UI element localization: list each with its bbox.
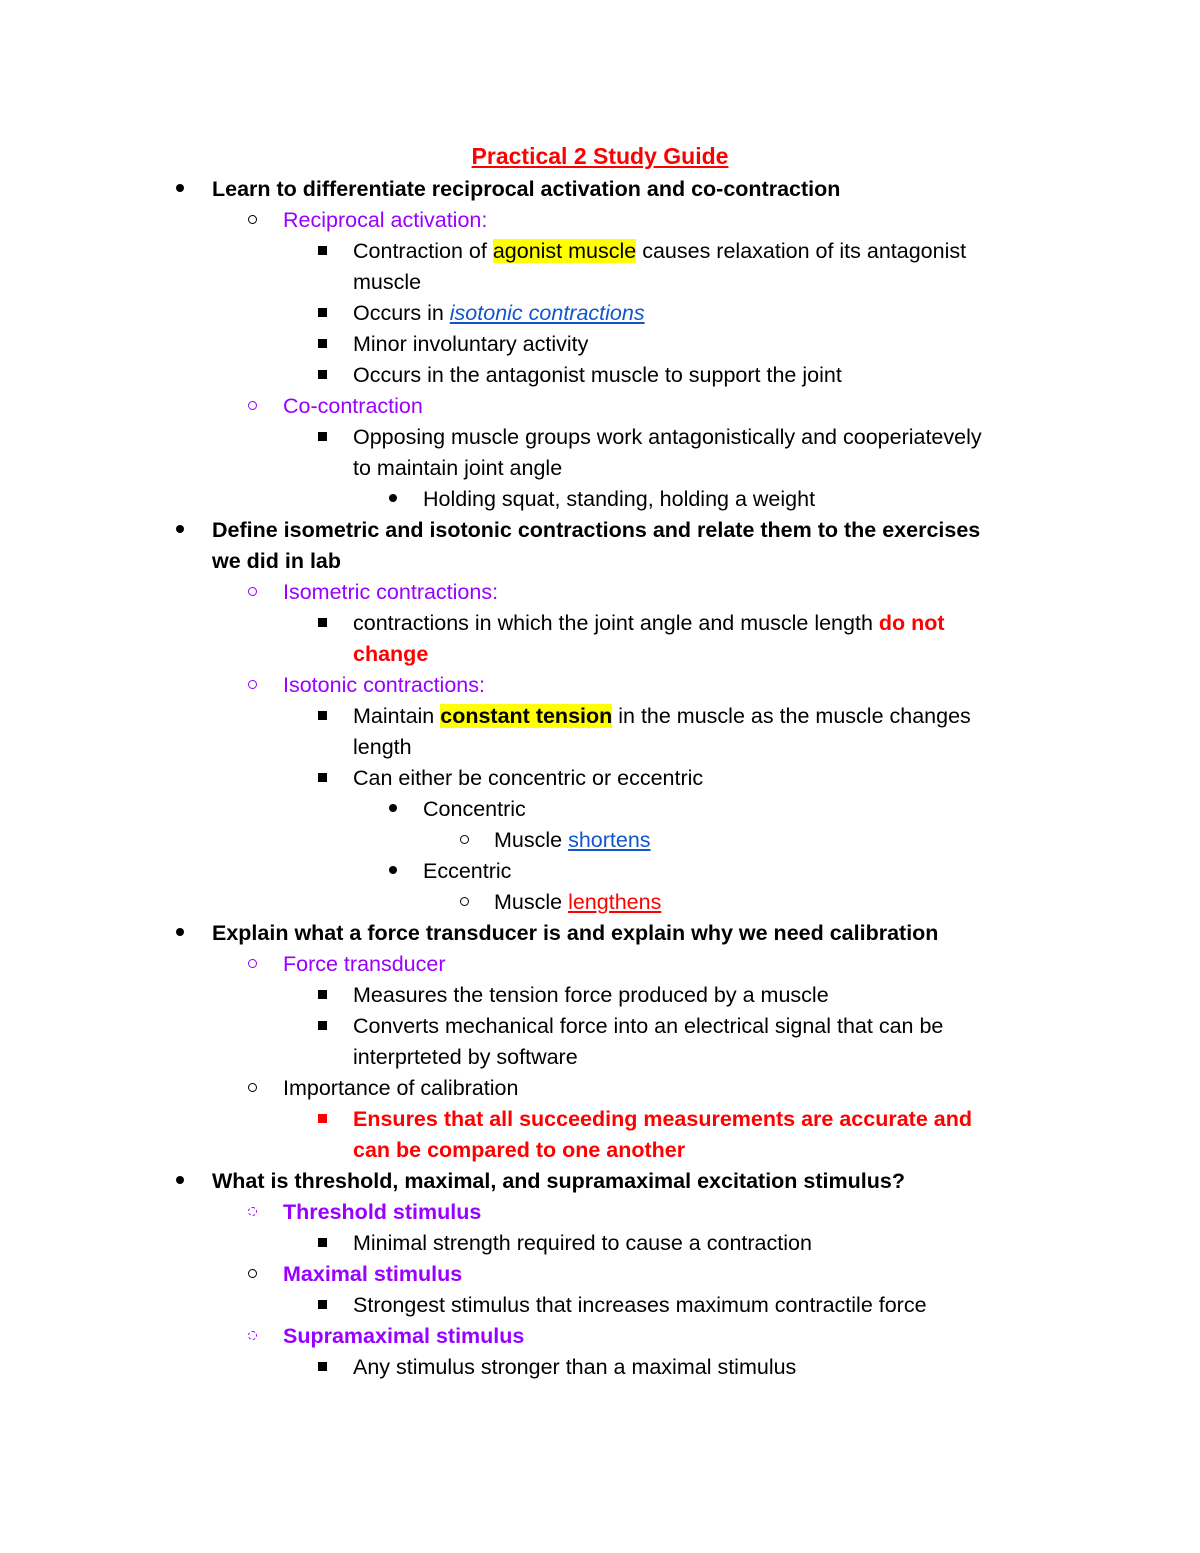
bullet-square-icon <box>318 329 327 360</box>
subheading-threshold: Threshold stimulus <box>283 1200 482 1224</box>
bullet-square-icon <box>318 980 327 1011</box>
bullet-square-icon <box>318 701 327 732</box>
bullet-square-icon <box>318 1228 327 1259</box>
list-item: Occurs in isotonic contractions <box>353 301 645 325</box>
bullet-ring-icon <box>248 949 257 980</box>
bullet-ring-icon <box>248 1073 257 1104</box>
list-item: Minimal strength required to cause a contraction <box>353 1231 812 1255</box>
list-item: Minor involuntary activity <box>353 332 589 356</box>
bullet-dot-icon <box>389 794 397 825</box>
document-title: Practical 2 Study Guide <box>471 143 729 169</box>
list-item: Muscle shortens <box>494 828 651 852</box>
list-item: Occurs in the antagonist muscle to support the joint <box>353 363 842 387</box>
list-item: contractions in which the joint angle and muscle length do not <box>353 611 945 635</box>
bullet-square-icon <box>318 763 327 794</box>
list-item-continuation: to maintain joint angle <box>353 456 563 480</box>
list-item: Strongest stimulus that increases maximum contractile force <box>353 1293 927 1317</box>
section-heading: What is threshold, maximal, and supramaximal excitation stimulus? <box>212 1169 905 1193</box>
isotonic-contractions-link[interactable]: isotonic contractions <box>449 301 645 325</box>
section-heading: Learn to differentiate reciprocal activation and co-contraction <box>212 177 841 201</box>
list-item: Eccentric <box>423 859 512 883</box>
subheading-isotonic: Isotonic contractions: <box>283 673 485 697</box>
bullet-dot-icon <box>176 515 184 546</box>
emphasis-text: Ensures that all succeeding measurements are accurate and <box>353 1107 972 1131</box>
highlighted-text: agonist muscle <box>492 239 637 263</box>
subheading-supramaximal: Supramaximal stimulus <box>283 1324 525 1348</box>
list-item: Maintain constant tension in the muscle as the muscle changes <box>353 704 971 728</box>
list-item: Any stimulus stronger than a maximal stimulus <box>353 1355 797 1379</box>
list-item: Contraction of agonist muscle causes relaxation of its antagonist <box>353 239 967 263</box>
subheading-isometric: Isometric contractions: <box>283 580 499 604</box>
list-item: Measures the tension force produced by a muscle <box>353 983 829 1007</box>
bullet-dot-icon <box>176 918 184 949</box>
bullet-ring-icon <box>248 1321 257 1352</box>
bullet-ring-icon <box>248 205 257 236</box>
list-item: Opposing muscle groups work antagonistically and cooperiatevely <box>353 425 982 449</box>
bullet-dot-icon <box>176 174 184 205</box>
bullet-dot-icon <box>389 484 397 515</box>
subheading-force-transducer: Force transducer <box>283 952 446 976</box>
list-item-continuation: muscle <box>353 270 422 294</box>
bullet-ring-icon <box>248 1197 257 1228</box>
bullet-square-icon <box>318 1290 327 1321</box>
bullet-square-icon <box>318 608 327 639</box>
emphasis-text: do not <box>878 611 945 635</box>
bullet-dot-icon <box>176 1166 184 1197</box>
list-item: Can either be concentric or eccentric <box>353 766 704 790</box>
section-heading: Define isometric and isotonic contractions and relate them to the exercises <box>212 518 981 542</box>
bullet-ring-icon <box>248 391 257 422</box>
bullet-square-icon <box>318 1104 327 1135</box>
list-item-continuation: interprteted by software <box>353 1045 578 1069</box>
bullet-ring-icon <box>248 1259 257 1290</box>
shortens-link[interactable]: shortens <box>568 828 651 852</box>
list-item-continuation: length <box>353 735 412 759</box>
subheading-reciprocal: Reciprocal activation: <box>283 208 488 232</box>
list-item: Converts mechanical force into an electrical signal that can be <box>353 1014 944 1038</box>
highlighted-text: constant tension <box>440 704 613 728</box>
subheading-maximal: Maximal stimulus <box>283 1262 463 1286</box>
bullet-ring-icon <box>248 670 257 701</box>
emphasis-text-continuation: change <box>353 642 429 666</box>
emphasis-text-continuation: can be compared to one another <box>353 1138 686 1162</box>
section-heading: Explain what a force transducer is and explain why we need calibration <box>212 921 939 945</box>
bullet-ring-icon <box>460 887 469 918</box>
bullet-dot-icon <box>389 856 397 887</box>
lengthens-link[interactable]: lengthens <box>568 890 662 914</box>
bullet-square-icon <box>318 360 327 391</box>
list-item: Muscle lengthens <box>494 890 662 914</box>
bullet-ring-icon <box>248 577 257 608</box>
list-item: Concentric <box>423 797 526 821</box>
bullet-ring-icon <box>460 825 469 856</box>
bullet-square-icon <box>318 1011 327 1042</box>
list-item: Holding squat, standing, holding a weight <box>423 487 816 511</box>
bullet-square-icon <box>318 1352 327 1383</box>
section-heading-continuation: we did in lab <box>212 549 342 573</box>
bullet-square-icon <box>318 236 327 267</box>
subheading-calibration: Importance of calibration <box>283 1076 519 1100</box>
bullet-square-icon <box>318 422 327 453</box>
subheading-cocontraction: Co-contraction <box>283 394 423 418</box>
bullet-square-icon <box>318 298 327 329</box>
